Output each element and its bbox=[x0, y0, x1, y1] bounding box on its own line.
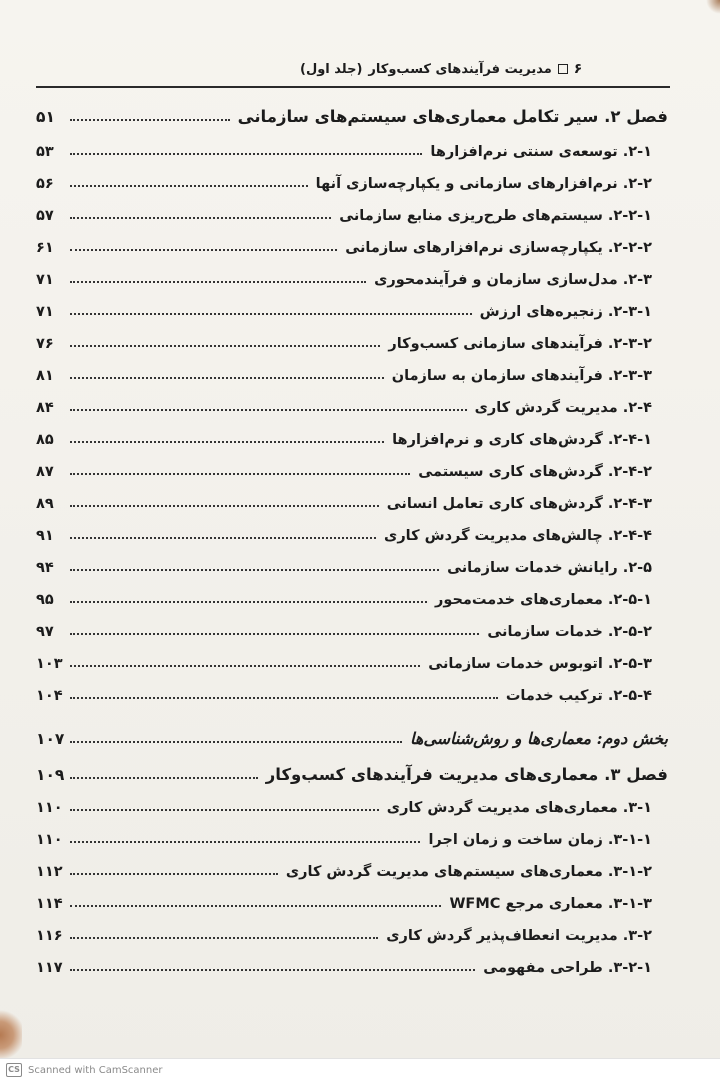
toc-entry-title: ۲-۲-۲. یکپارچه‌سازی نرم‌افزارهای سازمانی bbox=[345, 240, 652, 256]
toc-entry-page: ۱۱۰ bbox=[36, 800, 63, 816]
toc-entry-page: ۵۳ bbox=[36, 144, 54, 160]
toc-entry-title: ۲-۵-۱. معماری‌های خدمت‌محور bbox=[435, 592, 652, 608]
toc-entry-page: ۵۶ bbox=[36, 176, 54, 192]
leader-dots bbox=[70, 873, 278, 875]
leader-dots bbox=[70, 153, 422, 155]
toc-entry-page: ۱۱۲ bbox=[36, 864, 63, 880]
toc-entry-page: ۸۷ bbox=[36, 464, 54, 480]
leader-dots bbox=[70, 601, 427, 603]
paper-stain bbox=[706, 0, 720, 14]
toc-entry bbox=[36, 360, 668, 384]
toc-entry-page: ۱۰۴ bbox=[36, 688, 63, 704]
leader-dots bbox=[70, 809, 379, 811]
toc-entry-title: ۲-۵. رایانش خدمات سازمانی bbox=[447, 560, 652, 576]
leader-dots bbox=[70, 119, 230, 121]
leader-dots bbox=[70, 377, 384, 379]
toc-entry-page: ۸۴ bbox=[36, 400, 54, 416]
camscanner-logo-icon: CS bbox=[6, 1063, 22, 1077]
toc-entry-title: ۲-۵-۳. اتوبوس خدمات سازمانی bbox=[428, 656, 652, 672]
toc-entry bbox=[36, 296, 668, 320]
toc-entry-title: ۲-۵-۲. خدمات سازمانی bbox=[487, 624, 652, 640]
leader-dots bbox=[70, 185, 308, 187]
toc-entry-page: ۶۱ bbox=[36, 240, 54, 256]
toc-entry-title: ۳-۲. مدیریت انعطاف‌پذیر گردش کاری bbox=[386, 928, 652, 944]
toc-entry bbox=[36, 920, 668, 944]
toc-entry-title: ۲-۴-۱. گردش‌های کاری و نرم‌افزارها bbox=[392, 432, 652, 448]
page-header bbox=[300, 56, 662, 82]
toc-entry-page: ۱۰۷ bbox=[36, 730, 65, 748]
leader-dots bbox=[70, 409, 467, 411]
toc-entry-title: ۲-۵-۴. ترکیب خدمات bbox=[505, 688, 652, 704]
leader-dots bbox=[70, 505, 379, 507]
toc-entry-title: ۳-۱-۱. زمان ساخت و زمان اجرا bbox=[428, 832, 652, 848]
toc-entry-title: ۲-۳-۲. فرآیندهای سازمانی کسب‌وکار bbox=[388, 336, 652, 352]
page-number: ۶ bbox=[573, 61, 583, 77]
toc-entry-title: ۲-۴. مدیریت گردش کاری bbox=[474, 400, 652, 416]
toc-entry bbox=[36, 136, 668, 160]
toc-entry-title: بخش دوم: معماری‌ها و روش‌شناسی‌ها bbox=[410, 729, 668, 748]
leader-dots bbox=[70, 741, 402, 743]
toc-chapter-heading bbox=[36, 760, 668, 784]
toc-entry-page: ۹۴ bbox=[36, 560, 54, 576]
toc-entry-title: ۲-۴-۳. گردش‌های کاری تعامل انسانی bbox=[386, 496, 652, 512]
leader-dots bbox=[70, 665, 420, 667]
toc-entry-title: ۲-۳-۳. فرآیندهای سازمان به سازمان bbox=[391, 368, 652, 384]
leader-dots bbox=[70, 633, 479, 635]
toc-entry bbox=[36, 648, 668, 672]
toc-entry-page: ۱۰۳ bbox=[36, 656, 63, 672]
toc-entry bbox=[36, 456, 668, 480]
leader-dots bbox=[70, 313, 472, 315]
toc-entry bbox=[36, 792, 668, 816]
toc-entry bbox=[36, 856, 668, 880]
leader-dots bbox=[70, 537, 376, 539]
toc-entry bbox=[36, 824, 668, 848]
toc-entry-title: ۲-۲. نرم‌افزارهای سازمانی و یکپارچه‌سازی آنها bbox=[315, 176, 652, 192]
toc-entry bbox=[36, 888, 668, 912]
toc-part-heading bbox=[36, 724, 668, 748]
toc-entry bbox=[36, 392, 668, 416]
toc-entry-title: ۳-۱. معماری‌های مدیریت گردش کاری bbox=[386, 800, 652, 816]
toc-entry-title: ۲-۱. توسعه‌ی سنتی نرم‌افزارها bbox=[430, 144, 652, 160]
volume-label: (جلد اول) bbox=[300, 61, 363, 77]
leader-dots bbox=[70, 345, 380, 347]
toc-entry-title: ۲-۴-۴. چالش‌های مدیریت گردش کاری bbox=[384, 528, 652, 544]
toc-entry-title: ۲-۴-۲. گردش‌های کاری سیستمی bbox=[418, 464, 652, 480]
toc-entry-title: فصل ۳. معماری‌های مدیریت فرآیندهای کسب‌وکار bbox=[265, 765, 668, 784]
toc-entry bbox=[36, 616, 668, 640]
leader-dots bbox=[70, 281, 366, 283]
toc-entry-page: ۱۰۹ bbox=[36, 766, 65, 784]
toc-entry-page: ۸۹ bbox=[36, 496, 54, 512]
toc-entry-title: ۲-۳-۱. زنجیره‌های ارزش bbox=[479, 304, 652, 320]
leader-dots bbox=[70, 441, 384, 443]
toc-entry bbox=[36, 520, 668, 544]
toc-entry bbox=[36, 424, 668, 448]
toc-entry-title: ۳-۱-۲. معماری‌های سیستم‌های مدیریت گردش کاری bbox=[285, 864, 652, 880]
toc-entry bbox=[36, 952, 668, 976]
toc-entry bbox=[36, 552, 668, 576]
toc-entry-page: ۷۱ bbox=[36, 304, 54, 320]
toc-entry-page: ۱۱۴ bbox=[36, 896, 63, 912]
toc-entry bbox=[36, 200, 668, 224]
toc-entry-page: ۵۱ bbox=[36, 108, 55, 126]
toc-entry bbox=[36, 488, 668, 512]
toc-entry-page: ۹۵ bbox=[36, 592, 54, 608]
toc-entry-page: ۸۵ bbox=[36, 432, 54, 448]
toc-entry-title: ۳-۱-۳. معماری مرجع WFMC bbox=[449, 896, 652, 912]
scanner-watermark: Scanned with CamScanner bbox=[28, 1064, 163, 1076]
book-title: مدیریت فرآیندهای کسب‌وکار bbox=[368, 61, 552, 77]
scanner-footer bbox=[0, 1058, 720, 1081]
leader-dots bbox=[70, 697, 498, 699]
toc-entry-title: ۲-۳. مدل‌سازی سازمان و فرآیندمحوری bbox=[374, 272, 652, 288]
square-icon bbox=[558, 64, 568, 74]
toc-entry-page: ۹۱ bbox=[36, 528, 54, 544]
toc-entry bbox=[36, 168, 668, 192]
toc-entry-page: ۱۱۰ bbox=[36, 832, 63, 848]
toc-entry-title: ۲-۲-۱. سیستم‌های طرح‌ریزی منابع سازمانی bbox=[339, 208, 652, 224]
leader-dots bbox=[70, 937, 378, 939]
toc-entry bbox=[36, 264, 668, 288]
leader-dots bbox=[70, 473, 410, 475]
toc-entry bbox=[36, 232, 668, 256]
toc-entry-title: ۳-۲-۱. طراحی مفهومی bbox=[483, 960, 652, 976]
toc-entry bbox=[36, 680, 668, 704]
toc-entry bbox=[36, 584, 668, 608]
leader-dots bbox=[70, 905, 441, 907]
header-rule bbox=[36, 86, 670, 88]
toc-entry-page: ۱۱۶ bbox=[36, 928, 63, 944]
leader-dots bbox=[70, 249, 337, 251]
toc-entry-page: ۷۱ bbox=[36, 272, 54, 288]
paper-stain bbox=[0, 1010, 22, 1060]
toc-entry-page: ۹۷ bbox=[36, 624, 54, 640]
leader-dots bbox=[70, 217, 331, 219]
toc-entry-page: ۸۱ bbox=[36, 368, 54, 384]
toc-entry-title: فصل ۲. سیر تکامل معماری‌های سیستم‌های سازمانی bbox=[237, 107, 668, 126]
toc-entry-page: ۷۶ bbox=[36, 336, 54, 352]
leader-dots bbox=[70, 777, 258, 779]
toc-entry-page: ۱۱۷ bbox=[36, 960, 63, 976]
toc-entry bbox=[36, 102, 668, 126]
leader-dots bbox=[70, 569, 439, 571]
toc-entry-page: ۵۷ bbox=[36, 208, 54, 224]
leader-dots bbox=[70, 969, 475, 971]
leader-dots bbox=[70, 841, 420, 843]
toc-entry bbox=[36, 328, 668, 352]
